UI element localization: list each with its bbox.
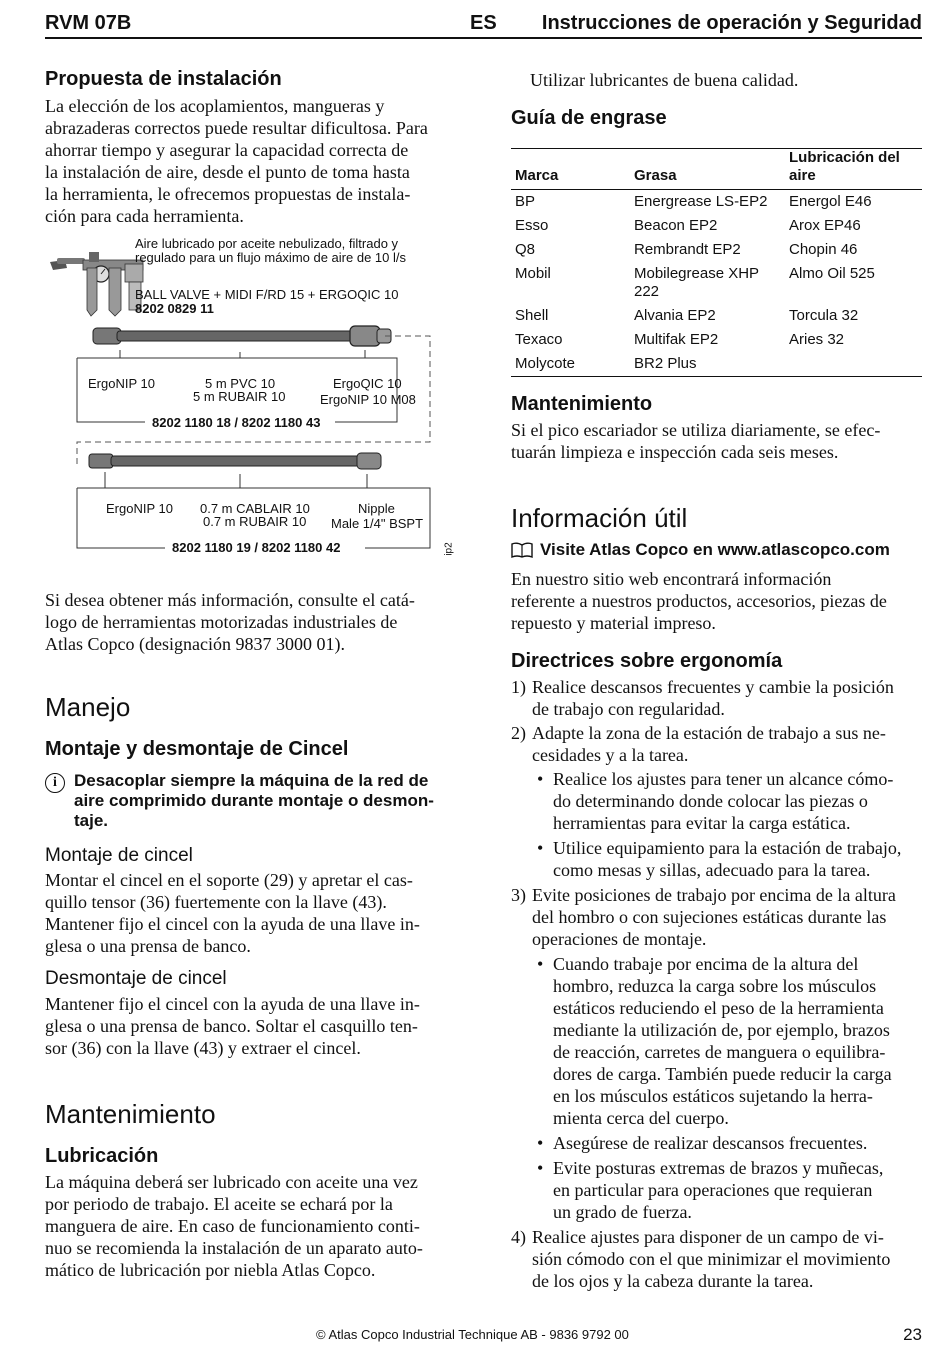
maintenance-line: Si el pico escariador se utiliza diariamente, se efec- [511,420,881,440]
item-line: de los ojos y la cabeza durante la tarea. [532,1271,814,1291]
header-title: Instrucciones de operación y Seguridad [541,12,922,34]
bullet-item [511,1132,931,1154]
mount-heading: Montaje de cincel [45,845,193,866]
website-line: En nuestro sitio web encontrará información [511,569,832,589]
website-line: repuesto y material impreso. [511,613,716,633]
table-row [511,352,922,377]
item-line: herramientas para evitar la carga estática. [553,813,851,833]
item-line: del hombro o con sujeciones estáticas durante las [532,907,887,927]
manejo-heading: Manejo [45,692,131,722]
grease-table [511,148,922,377]
dismount-heading: Desmontaje de cincel [45,968,227,989]
dismount-paragraph [45,993,420,1059]
bullet-icon: • [537,954,544,974]
page-number: 23 [903,1325,922,1344]
upper-hose-spec: 5 m PVC 10 [205,376,276,391]
valve-part-number: 8202 0829 11 [135,301,214,316]
item-line: cesidades y a la tarea. [532,745,689,765]
table-cell: Torcula 32 [789,307,859,324]
useful-info-heading: Información útil [511,503,688,533]
item-line: un grado de fuerza. [553,1202,692,1222]
item-line: en particular para operaciones que requieran [553,1180,873,1200]
website-paragraph [511,568,887,634]
valve-label: BALL VALVE + MIDI F/RD 15 + ERGOQIC 10 [135,287,399,302]
lubrication-line: mático de lubricación por niebla Atlas Copco. [45,1260,376,1280]
item-line: Realice los ajustes para tener un alcance cómo- [553,769,894,789]
info-icon: i [45,773,65,793]
bullet-icon: • [537,1158,544,1178]
table-row [511,190,922,215]
table-row [511,238,922,262]
table-cell: BR2 Plus [634,355,697,372]
item-number: 2) [511,723,526,743]
install-line: abrazaderas correctos puede resultar dificultosa. Para [45,118,428,138]
dismount-line: Mantener fijo el cincel con la ayuda de una llave in- [45,994,420,1014]
safety-note-line: aire comprimido durante montaje o desmon- [74,791,434,810]
item-line: dores de carga. También puede reducir la carga [553,1064,892,1084]
upper-hose-spec: 5 m RUBAIR 10 [193,389,286,404]
lubrication-heading: Lubricación [45,1145,159,1167]
safety-note-line: taje. [74,811,109,830]
item-number: 3) [511,885,526,905]
mount-line: quillo tensor (36) fuertemente con la llave (43). [45,892,387,912]
hose-upper-icon [93,326,391,346]
item-line: sión cómodo con el que minimizar el movimiento [532,1249,891,1269]
item-line: como mesas y sillas, adecuado para la tarea. [553,860,871,880]
dismount-line: glesa o una prensa de banco. Soltar el casquillo ten- [45,1016,418,1036]
ergonomics-list [511,676,931,1292]
lubrication-line: por periodo de trabajo. El aceite se echará por la [45,1194,393,1214]
install-heading: Propuesta de instalación [45,68,282,90]
lower-right-fitting: Nipple [358,501,395,516]
item-line: de trabajo con regularidad. [532,699,725,719]
more-info-line: logo de herramientas motorizadas industriales de [45,612,398,632]
item-line: en los músculos estáticos sujetando la herra- [553,1086,873,1106]
table-cell [785,352,922,377]
lower-hose-spec: 0.7 m RUBAIR 10 [203,514,307,529]
installation-diagram [45,232,465,562]
item-line: do determinando donde colocar las piezas o [553,791,868,811]
bullet-item [511,768,931,834]
table-cell: Almo Oil 525 [789,265,875,282]
lubrication-paragraph [45,1171,423,1281]
table-cell: Esso [515,217,549,234]
table-cell: Rembrandt EP2 [634,241,741,258]
lower-right-fitting: Male 1/4" BSPT [331,516,424,531]
table-cell: Multifak EP2 [634,331,719,348]
item-line: operaciones de montaje. [532,929,707,949]
safety-note [74,771,434,831]
mount-line: Mantener fijo el cincel con la ayuda de una llave in- [45,914,420,934]
upper-part-numbers: 8202 1180 18 / 8202 1180 43 [152,415,321,430]
item-number: 1) [511,677,526,697]
table-row [511,304,922,328]
table-cell: Arox EP46 [789,217,861,234]
maintenance-line: tuarán limpieza e inspección cada seis meses. [511,442,839,462]
bullet-item [511,953,931,1129]
more-info-paragraph [45,589,415,655]
bullet-icon: • [537,769,544,789]
dismount-line: sor (36) con la llave (43) y extraer el cincel. [45,1038,361,1058]
table-cell: Shell [515,307,549,324]
grease-table-header [511,149,922,190]
table-row [511,214,922,238]
item-line: Evite posiciones de trabajo por encima de la altura [532,885,896,905]
lubrication-line: nuo se recomienda la instalación de un aparato auto- [45,1238,423,1258]
table-cell: Mobilegrease XHP 222 [634,265,759,300]
lower-hose-spec: 0.7 m CABLAIR 10 [200,501,310,516]
item-number: 4) [511,1227,526,1247]
table-cell: Beacon EP2 [634,217,718,234]
bullet-item [511,837,931,881]
header-model: RVM 07B [45,12,132,34]
table-cell: Mobil [515,265,551,282]
air-note-line: regulado para un flujo máximo de aire de 10 l/s [135,250,406,265]
table-cell: Aries 32 [789,331,845,348]
item-line: hombro, reduzca la carga sobre los músculos [553,976,877,996]
air-note-line: Aire lubricado por aceite nebulizado, filtrado y [135,236,399,251]
safety-note-line: Desacoplar siempre la máquina de la red de [74,771,429,790]
ergonomics-heading: Directrices sobre ergonomía [511,650,783,672]
visit-link[interactable]: Visite Atlas Copco en www.atlascopco.com [540,540,890,559]
table-cell: BP [515,193,536,210]
table-cell: Energol E46 [789,193,872,210]
chisel-heading: Montaje y desmontaje de Cincel [45,738,349,760]
list-item [511,1226,931,1292]
table-row [511,262,922,304]
table-row [511,328,922,352]
item-line: Realice descansos frecuentes y cambie la posición [532,677,894,697]
install-line: La elección de los acoplamientos, mangueras y [45,96,385,116]
table-cell: Chopin 46 [789,241,858,258]
table-cell: Texaco [515,331,563,348]
air-treatment-unit-icon [50,252,143,316]
lower-part-numbers: 8202 1180 19 / 8202 1180 42 [172,540,341,555]
item-line: Adapte la zona de la estación de trabajo a sus ne- [532,723,886,743]
book-icon [511,541,533,559]
column-header: Marca [515,167,559,184]
header-rule [45,37,922,39]
mount-paragraph [45,869,420,957]
mount-line: glesa o una prensa de banco. [45,936,251,956]
item-line: Evite posturas extremas de brazos y muñecas, [553,1158,884,1178]
footer-copyright: © Atlas Copco Industrial Technique AB - 9836 9792 00 [316,1327,629,1342]
table-cell: Energrease LS-EP2 [634,193,768,210]
maintenance-paragraph [511,419,880,463]
website-line: referente a nuestros productos, accesorios, piezas de [511,591,887,611]
more-info-line: Si desea obtener más información, consulte el catá- [45,590,415,610]
more-info-line: Atlas Copco (designación 9837 3000 01). [45,634,345,654]
grease-guide-heading: Guía de engrase [511,107,667,129]
column-header: Lubricación del aire [789,149,900,184]
upper-right-fitting: ErgoQIC 10 [333,376,402,391]
maintenance-subheading: Mantenimiento [511,393,653,415]
lower-left-fitting: ErgoNIP 10 [106,501,173,516]
bullet-icon: • [537,838,544,858]
install-line: la herramienta, le ofrecemos propuestas de instala- [45,184,411,204]
list-item [511,676,931,720]
list-item [511,884,931,950]
lubrication-line: La máquina deberá ser lubricado con aceite una vez [45,1172,418,1192]
install-paragraph [45,95,428,227]
item-line: de reacción, carretes de manguera o equilibra- [553,1042,886,1062]
table-cell: Alvania EP2 [634,307,716,324]
figure-code: ip2 [443,542,455,556]
install-line: la instalación de aire, desde el punto de toma hasta [45,162,410,182]
table-cell: Q8 [515,241,536,258]
item-line: mienta cerca del cuerpo. [553,1108,729,1128]
bullet-icon: • [537,1133,544,1153]
install-line: ahorrar tiempo y asegurar la capacidad correcta de [45,140,409,160]
lubrication-line: manguera de aire. En caso de funcionamiento conti- [45,1216,420,1236]
item-line: Cuando trabaje por encima de la altura del [553,954,859,974]
maintenance-heading: Mantenimiento [45,1099,216,1129]
item-line: mediante la utilización de, por ejemplo, brazos [553,1020,890,1040]
mount-line: Montar el cincel en el soporte (29) y apretar el cas- [45,870,413,890]
install-line: ción para cada herramienta. [45,206,244,226]
table-cell: Molycote [515,355,576,372]
header-language: ES [470,12,497,34]
item-line: Realice ajustes para disponer de un campo de vi- [532,1227,884,1247]
upper-left-fitting: ErgoNIP 10 [88,376,155,391]
list-item [511,722,931,766]
hose-lower-icon [89,453,381,469]
item-line: Asegúrese de realizar descansos frecuentes. [553,1133,868,1153]
lubricant-quality: Utilizar lubricantes de buena calidad. [530,70,799,90]
upper-right-fitting: ErgoNIP 10 M08 [320,392,416,407]
bullet-item [511,1157,931,1223]
column-header: Grasa [634,167,677,184]
item-line: estáticos reduciendo el peso de la herramienta [553,998,884,1018]
item-line: Utilice equipamiento para la estación de trabajo, [553,838,902,858]
